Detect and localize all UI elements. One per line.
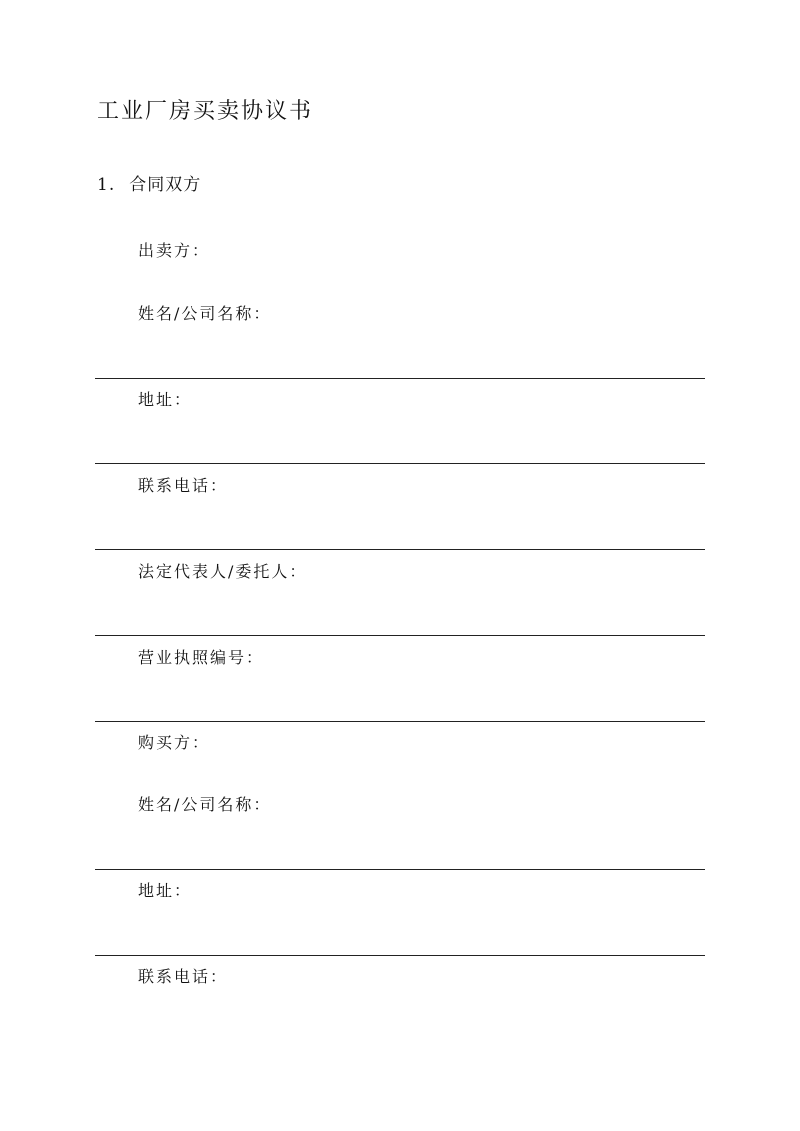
seller-label: 出卖方： [138,241,211,260]
seller-license-line[interactable] [95,721,705,722]
seller-name-line[interactable] [95,378,705,379]
buyer-address-line[interactable] [95,955,705,956]
seller-representative-label: 法定代表人/委托人： [138,562,308,581]
buyer-phone-label: 联系电话： [138,967,229,986]
document-title: 工业厂房买卖协议书 [97,99,314,124]
buyer-label: 购买方： [138,733,211,752]
seller-name-label: 姓名/公司名称： [138,304,272,323]
seller-representative-line[interactable] [95,635,705,636]
seller-address-line[interactable] [95,463,705,464]
buyer-address-label: 地址： [138,881,193,900]
section-heading [97,172,201,198]
section-number: 1. [97,175,116,195]
section-title: 合同双方 [129,175,202,195]
seller-phone-label: 联系电话： [138,476,229,495]
buyer-name-label: 姓名/公司名称： [138,795,272,814]
seller-address-label: 地址： [138,390,193,409]
buyer-name-line[interactable] [95,869,705,870]
seller-license-label: 营业执照编号： [138,648,265,667]
seller-phone-line[interactable] [95,549,705,550]
